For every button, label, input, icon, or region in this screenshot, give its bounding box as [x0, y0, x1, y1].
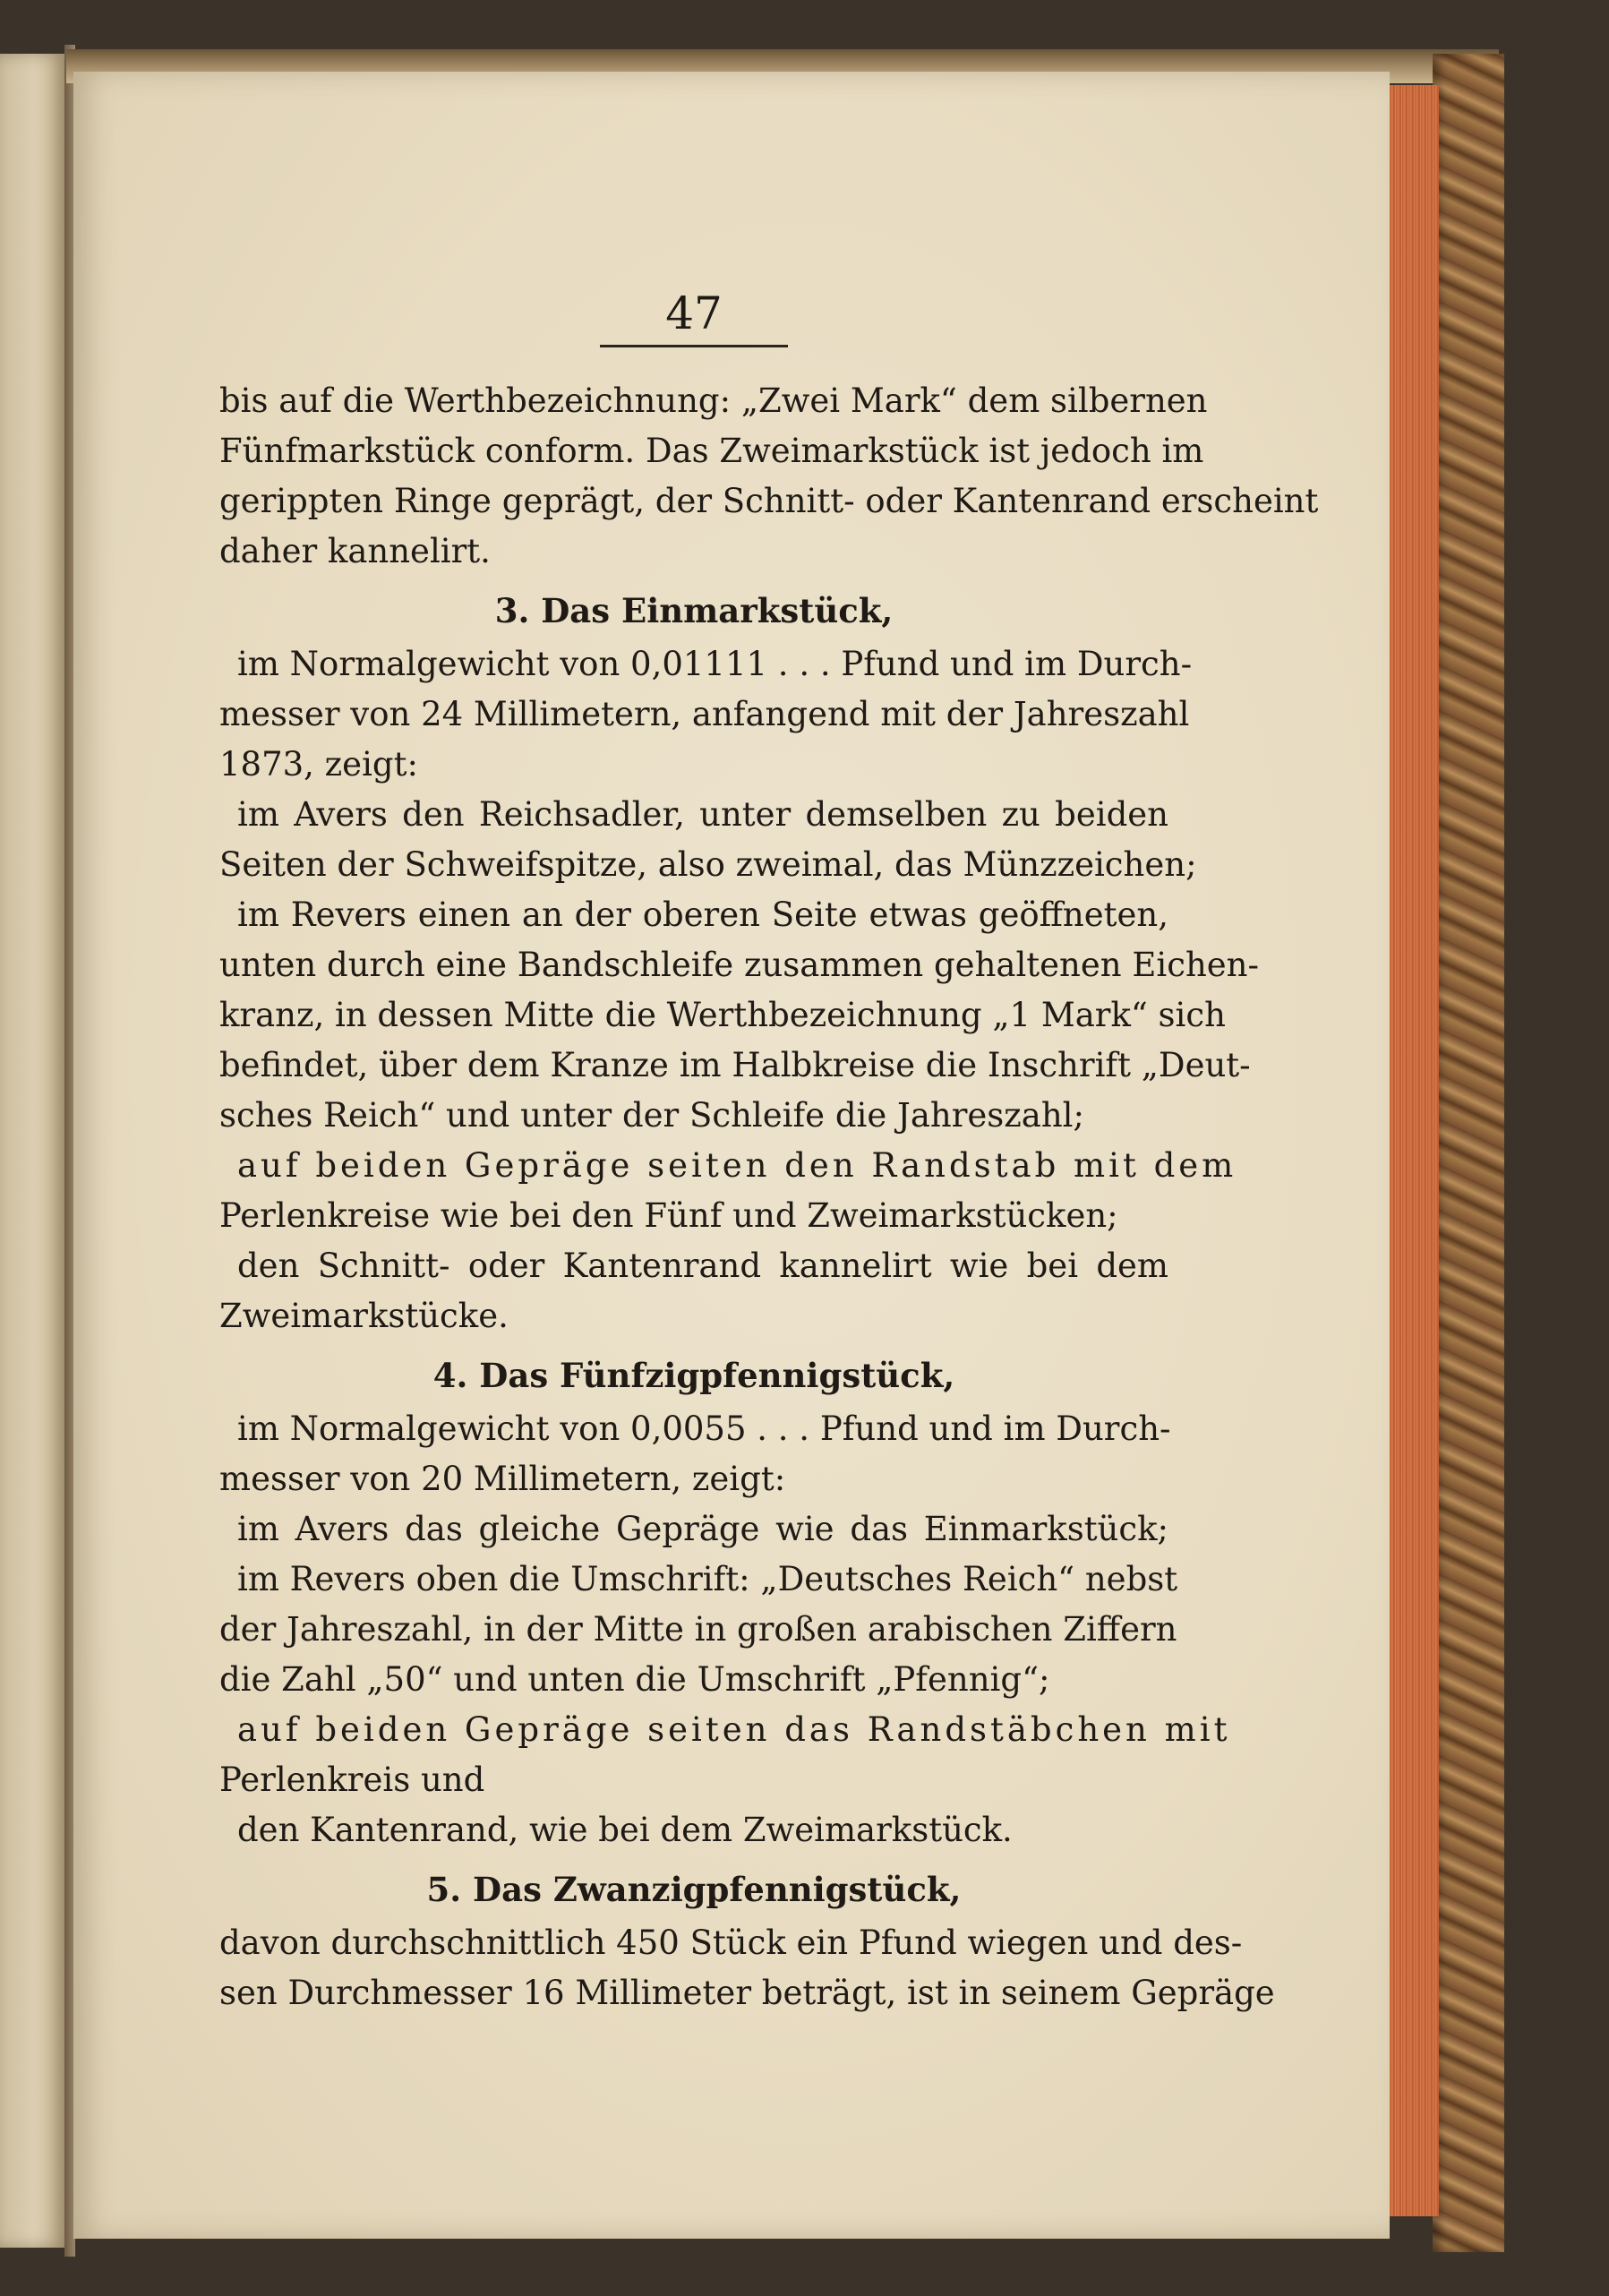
- text-line: auf beiden Gepräge seiten das Randstäbchen mit: [237, 1710, 1231, 1749]
- text-line: im Avers den Reichsadler, unter demselben zu beiden: [237, 795, 1168, 834]
- text-line: Fünfmarkstück conform. Das Zweimarkstück ist jedoch im: [219, 432, 1204, 470]
- text-line: gerippten Ringe geprägt, der Schnitt- oder Kantenrand erscheint: [219, 482, 1319, 520]
- text-line: daher kannelirt.: [219, 532, 491, 570]
- section-heading: 4. Das Fünfzigpfennigstück,: [432, 1356, 955, 1395]
- page-body: [219, 376, 1319, 2018]
- marbled-cover-edge: [1433, 54, 1504, 2252]
- text-line: sches Reich“ und unter der Schleife die Jahreszahl;: [219, 1096, 1084, 1135]
- text-line: den Schnitt- oder Kantenrand kannelirt wie bei dem: [237, 1247, 1168, 1285]
- text-line: Perlenkreis und: [219, 1761, 485, 1799]
- text-line: im Avers das gleiche Gepräge wie das Einmarkstück;: [237, 1510, 1168, 1548]
- page-header: [600, 287, 788, 347]
- text-line: im Normalgewicht von 0,0055 . . . Pfund und im Durch-: [237, 1409, 1171, 1448]
- text-line: davon durchschnittlich 450 Stück ein Pfund wiegen und des-: [219, 1923, 1243, 1962]
- text-line: die Zahl „50“ und unten die Umschrift „Pfennig“;: [219, 1660, 1050, 1699]
- page-stack-edges: [1383, 85, 1439, 2216]
- text-line: den Kantenrand, wie bei dem Zweimarkstück.: [237, 1811, 1013, 1849]
- header-rule: [600, 345, 788, 347]
- section-heading: 3. Das Einmarkstück,: [494, 591, 894, 630]
- section-heading: 5. Das Zwanzigpfennigstück,: [426, 1870, 962, 1909]
- text-line: messer von 20 Millimetern, zeigt:: [219, 1460, 786, 1498]
- text-line: 1873, zeigt:: [219, 745, 418, 784]
- text-line: bis auf die Werthbezeichnung: „Zwei Mark“ dem silbernen: [219, 381, 1208, 420]
- text-line: sen Durchmesser 16 Millimeter beträgt, ist in seinem Gepräge: [219, 1974, 1275, 2012]
- text-line: kranz, in dessen Mitte die Werthbezeichnung „1 Mark“ sich: [219, 996, 1226, 1034]
- text-line: Zweimarkstücke.: [219, 1297, 509, 1335]
- text-line: unten durch eine Bandschleife zusammen gehaltenen Eichen-: [219, 946, 1260, 984]
- text-line: im Revers oben die Umschrift: „Deutsches Reich“ nebst: [237, 1560, 1178, 1598]
- page-number: 47: [665, 287, 723, 339]
- text-line: Perlenkreise wie bei den Fünf und Zweimarkstücken;: [219, 1196, 1118, 1235]
- text-line: im Normalgewicht von 0,01111 . . . Pfund und im Durch-: [237, 645, 1193, 683]
- text-line: auf beiden Gepräge seiten den Randstab mit dem: [237, 1146, 1237, 1185]
- text-line: im Revers einen an der oberen Seite etwas geöffneten,: [237, 895, 1168, 934]
- text-line: Seiten der Schweifspitze, also zweimal, das Münzzeichen;: [219, 845, 1197, 884]
- left-page-edge: [0, 54, 66, 2248]
- text-line: der Jahreszahl, in der Mitte in großen arabischen Ziffern: [219, 1610, 1177, 1649]
- text-line: befindet, über dem Kranze im Halbkreise die Inschrift „Deut-: [219, 1046, 1251, 1084]
- text-line: messer von 24 Millimetern, anfangend mit der Jahreszahl: [219, 695, 1190, 733]
